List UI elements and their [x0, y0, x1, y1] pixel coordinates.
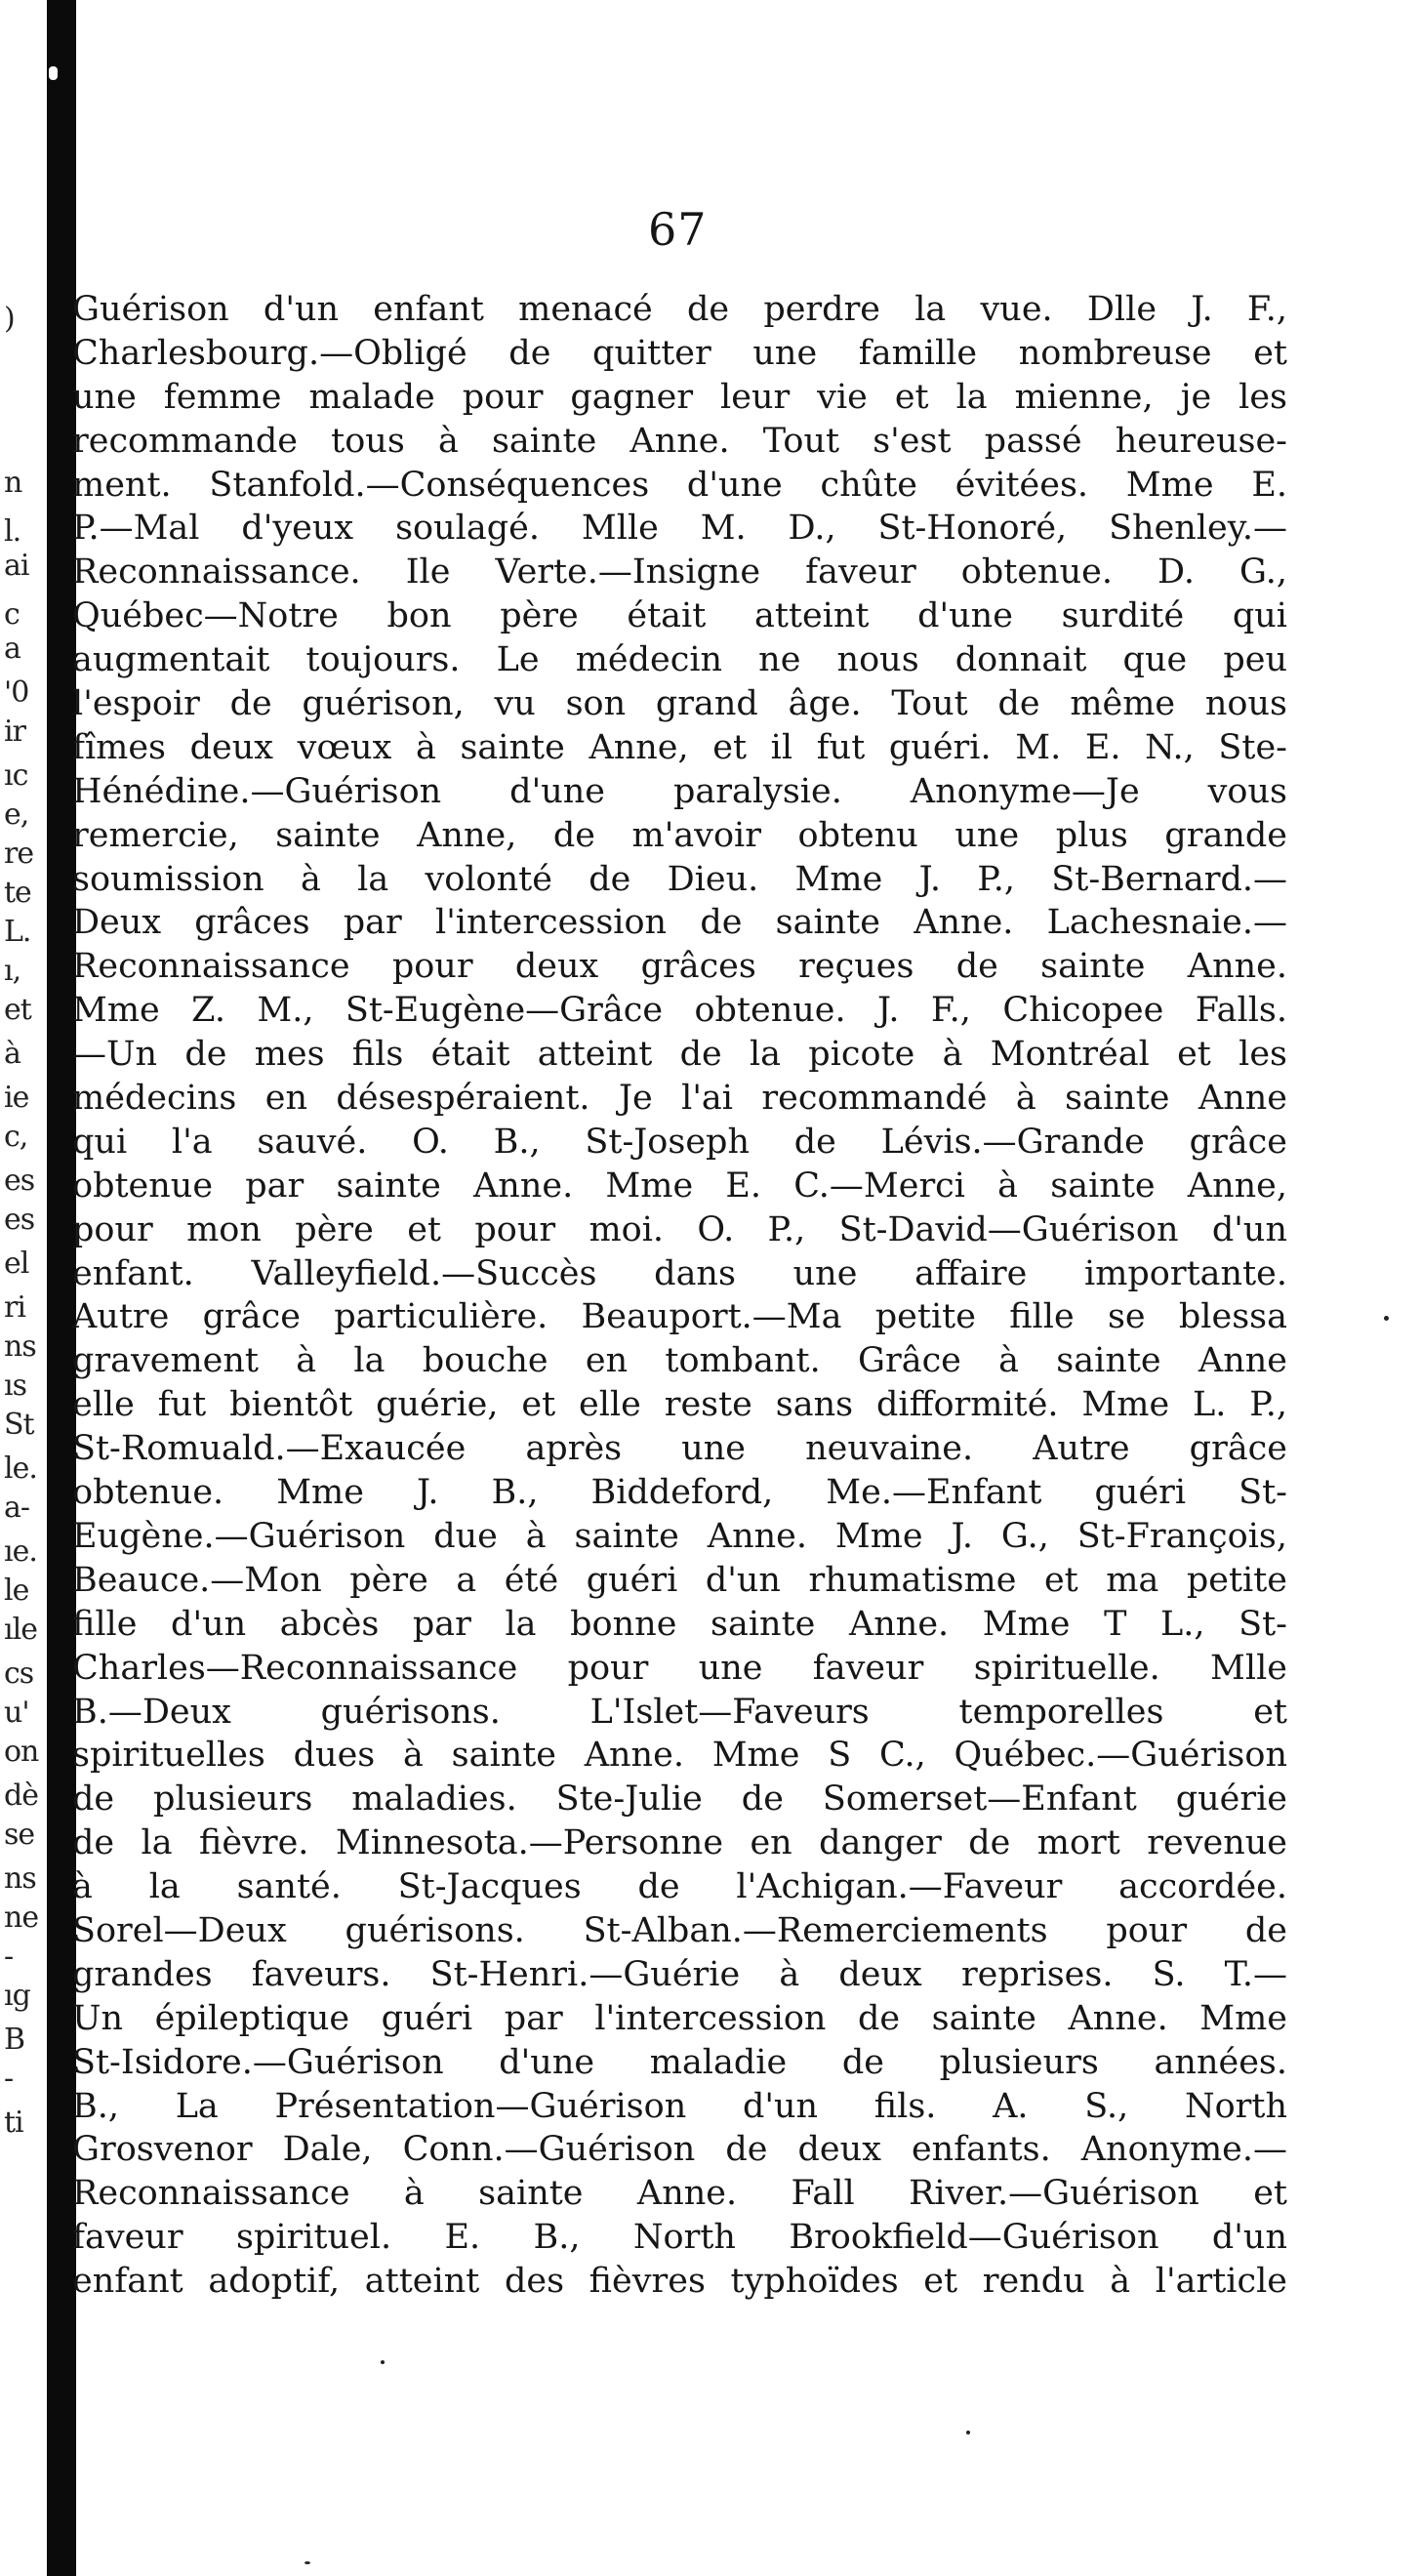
text-line: Charles—Reconnaissance pour une faveur spirituelle. Mlle [72, 1648, 1287, 1688]
text-line: Grosvenor Dale, Conn.—Guérison de deux enfants. Anonyme.— [72, 2130, 1287, 2170]
text-line: remercie, sainte Anne, de m'avoir obtenu une plus grande [72, 815, 1287, 855]
gutter-fragment: l. [4, 514, 21, 549]
gutter-fragment: ns [4, 1329, 36, 1364]
gutter-fragment: a [4, 632, 20, 666]
text-line: fille d'un abcès par la bonne sainte Anne. Mme T L., St- [72, 1604, 1287, 1644]
gutter-fragment: et [4, 993, 31, 1027]
gutter-fragment: ne [4, 1901, 39, 1935]
text-line: Reconnaissance pour deux grâces reçues de sainte Anne. [72, 947, 1287, 987]
gutter-fragment: es [4, 1164, 35, 1198]
text-line: Sorel—Deux guérisons. St-Alban.—Remerciements pour de [72, 1910, 1287, 1950]
text-line: à la santé. St-Jacques de l'Achigan.—Faveur accordée. [72, 1867, 1287, 1907]
text-line: de plusieurs maladies. Ste-Julie de Somerset—Enfant guérie [72, 1779, 1287, 1820]
text-line: gravement à la bouche en tombant. Grâce à sainte Anne [72, 1341, 1287, 1381]
text-line: de la fièvre. Minnesota.—Personne en danger de mort revenue [72, 1823, 1287, 1863]
gutter-fragment: ai [4, 549, 29, 583]
text-line: une femme malade pour gagner leur vie et la mienne, je les [72, 377, 1287, 417]
text-line: pour mon père et pour moi. O. P., St-David—Guérison d'un [72, 1209, 1287, 1249]
gutter-fragment: n [4, 466, 22, 500]
text-line: B., La Présentation—Guérison d'un fils. A. S., North [72, 2086, 1287, 2126]
gutter-fragment: B [4, 2023, 25, 2057]
text-line: —Un de mes fils était atteint de la picote à Montréal et les [72, 1035, 1287, 1075]
gutter-fragment: u' [4, 1696, 29, 1730]
gutter-fragment: - [4, 1940, 14, 1974]
text-line: St-Isidore.—Guérison d'une maladie de plusieurs années. [72, 2042, 1287, 2082]
text-line: fîmes deux vœux à sainte Anne, et il fut guéri. M. E. N., Ste- [72, 727, 1287, 767]
text-line: médecins en désespéraient. Je l'ai recommandé à sainte Anne [72, 1079, 1287, 1119]
text-line: Mme Z. M., St-Eugène—Grâce obtenue. J. F., Chicopee Falls. [72, 991, 1287, 1031]
scan-speck [304, 2561, 310, 2564]
gutter-fragment: ir [4, 715, 25, 749]
gutter-fragment: ti [4, 2106, 23, 2140]
gutter-fragment: se [4, 1818, 35, 1852]
text-line: obtenue par sainte Anne. Mme E. C.—Merci à sainte Anne, [72, 1165, 1287, 1206]
text-line: Autre grâce particulière. Beauport.—Ma petite fille se blessa [72, 1297, 1287, 1337]
gutter-fragment: L. [4, 915, 31, 949]
gutter-fragment: c [4, 597, 20, 632]
gutter-fragment: es [4, 1203, 35, 1237]
text-line: spirituelles dues à sainte Anne. Mme S C., Québec.—Guérison [72, 1736, 1287, 1776]
text-line: l'espoir de guérison, vu son grand âge. Tout de même nous [72, 684, 1287, 724]
gutter-fragment: dè [4, 1779, 38, 1813]
text-line: Deux grâces par l'intercession de sainte Anne. Lachesnaie.— [72, 903, 1287, 943]
text-line: recommande tous à sainte Anne. Tout s'est passé heureuse- [72, 421, 1287, 461]
text-line: qui l'a sauvé. O. B., St-Joseph de Lévis.—Grande grâce [72, 1122, 1287, 1162]
text-line: Québec—Notre bon père était atteint d'une surdité qui [72, 596, 1287, 636]
text-line: B.—Deux guérisons. L'Islet—Faveurs temporelles et [72, 1692, 1287, 1732]
text-line: faveur spirituel. E. B., North Brookfield—Guérison d'un [72, 2218, 1287, 2258]
text-line: St-Romuald.—Exaucée après une neuvaine. Autre grâce [72, 1429, 1287, 1469]
gutter-fragment: ) [4, 302, 15, 336]
gutter-fragment: - [4, 2062, 14, 2096]
gutter-fragment: ı, [4, 954, 21, 988]
text-line: Guérison d'un enfant menacé de perdre la vue. Dlle J. F., [72, 290, 1287, 329]
text-line: ment. Stanfold.—Conséquences d'une chûte évitées. Mme E. [72, 465, 1287, 505]
gutter-fragment: ıs [4, 1369, 26, 1403]
page-body-text [72, 288, 1287, 2304]
gutter-fragment: ıle [4, 1613, 37, 1647]
text-line: grandes faveurs. St-Henri.—Guérie à deux reprises. S. T.— [72, 1954, 1287, 1994]
text-line: Un épileptique guéri par l'intercession de sainte Anne. Mme [72, 1998, 1287, 2038]
gutter-fragment: St [4, 1408, 34, 1442]
text-line: elle fut bientôt guérie, et elle reste sans difformité. Mme L. P., [72, 1385, 1287, 1425]
text-line: Reconnaissance. Ile Verte.—Insigne faveur obtenue. D. G., [72, 552, 1287, 593]
gutter-fragment: à [4, 1037, 20, 1071]
gutter-fragment: ıc [4, 758, 28, 793]
page-number: 67 [648, 203, 708, 256]
text-line: Charlesbourg.—Obligé de quitter une famille nombreuse et [72, 333, 1287, 373]
binding-notch [49, 66, 58, 80]
text-line: Hénédine.—Guérison d'une paralysie. Anonyme—Je vous [72, 771, 1287, 811]
text-line: soumission à la volonté de Dieu. Mme J. P., St-Bernard.— [72, 859, 1287, 899]
text-line: obtenue. Mme J. B., Biddeford, Me.—Enfant guéri St- [72, 1473, 1287, 1513]
text-line: augmentait toujours. Le médecin ne nous donnait que peu [72, 640, 1287, 680]
gutter-fragment: ri [4, 1290, 25, 1325]
gutter-fragment: ie [4, 1081, 29, 1115]
scan-speck [381, 2360, 385, 2364]
gutter-fragment: ns [4, 1861, 36, 1896]
gutter-fragment: c, [4, 1120, 28, 1154]
gutter-fragment: e, [4, 797, 29, 832]
text-line: enfant adoptif, atteint des fièvres typhoïdes et rendu à l'article [72, 2262, 1287, 2302]
previous-page-gutter [0, 0, 47, 2576]
gutter-fragment: a- [4, 1491, 30, 1525]
gutter-fragment: el [4, 1247, 29, 1281]
gutter-fragment: cs [4, 1656, 34, 1691]
scan-speck [966, 2431, 970, 2434]
scan-speck [1384, 1316, 1389, 1321]
gutter-fragment: re [4, 837, 34, 871]
text-line: P.—Mal d'yeux soulagé. Mlle M. D., St-Honoré, Shenley.— [72, 509, 1287, 549]
text-line: Eugène.—Guérison due à sainte Anne. Mme J. G., St-François, [72, 1516, 1287, 1556]
gutter-fragment: le. [4, 1452, 37, 1486]
text-line: Beauce.—Mon père a été guéri d'un rhumatisme et ma petite [72, 1560, 1287, 1600]
text-line: enfant. Valleyfield.—Succès dans une affaire importante. [72, 1253, 1287, 1293]
gutter-fragment: ıe. [4, 1534, 37, 1569]
gutter-fragment: le [4, 1574, 29, 1608]
gutter-fragment: '0 [4, 675, 29, 710]
gutter-fragment: te [4, 876, 31, 910]
gutter-fragment: ıg [4, 1979, 30, 2013]
gutter-fragment: on [4, 1735, 39, 1769]
text-line: Reconnaissance à sainte Anne. Fall River.—Guérison et [72, 2174, 1287, 2214]
